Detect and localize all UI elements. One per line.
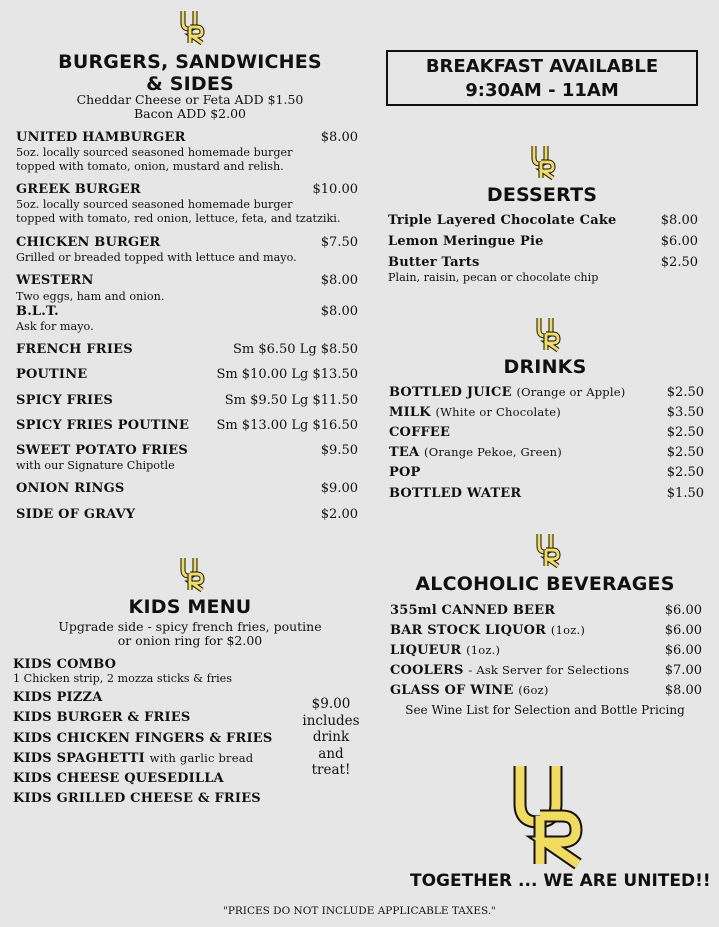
menu-item-name: SPICY FRIES POUTINE [16,418,190,433]
menu-item-name [389,405,561,420]
item-note: (1oz.) [550,623,586,637]
menu-item-price: $7.50 [320,235,358,250]
menu-item-price: $6.00 [664,623,702,638]
kids-price-line: $9.00 [311,696,351,712]
ur-logo-large-icon [510,760,590,870]
item-note: (6oz) [518,683,549,697]
menu-item-price: Sm $13.00 Lg $16.50 [216,418,358,433]
desc-line: topped with tomato, onion, mustard and relish. [16,160,284,173]
menu-item-name: COFFEE [389,425,451,440]
item-name: KIDS SPAGHETTI [13,751,145,766]
menu-item-name: Triple Layered Chocolate Cake [388,213,617,228]
item-name: BOTTLED JUICE [389,385,512,400]
menu-item-name [390,643,500,658]
kids-item-name: KIDS CHICKEN FINGERS & FRIES [13,731,273,746]
menu-item-price: $2.50 [666,445,704,460]
alcohol-footnote: See Wine List for Selection and Bottle Pricing [405,703,685,717]
menu-item-desc [16,198,340,226]
menu-item-name: BOTTLED WATER [389,486,522,501]
menu-item-name: POP [389,465,421,480]
kids-price-note [296,696,366,779]
burgers-title-line1: BURGERS, SANDWICHES [58,51,322,73]
menu-item-name [390,683,549,698]
kids-price-line: drink [312,729,350,745]
menu-item-name: Lemon Meringue Pie [388,234,544,249]
menu-item-name: SPICY FRIES [16,393,114,408]
menu-item-name: SWEET POTATO FRIES [16,443,188,458]
desc-line: 5oz. locally sourced seasoned homemade burger [16,146,293,159]
kids-price-line: includes [302,712,360,729]
menu-item-price: $9.00 [320,481,358,496]
menu-item-price: Sm $10.00 Lg $13.50 [216,367,358,382]
menu-item-price: $8.00 [320,304,358,319]
menu-item-name: FRENCH FRIES [16,342,133,357]
item-name: GLASS OF WINE [390,683,514,698]
kids-item-name: KIDS BURGER & FRIES [13,710,191,725]
breakfast-line2: 9:30AM - 11AM [465,80,619,101]
menu-item-desc: Grilled or breaded topped with lettuce and mayo. [16,251,297,264]
menu-item-name: GREEK BURGER [16,182,141,197]
item-name: COOLERS [390,663,464,678]
menu-item-price: $8.00 [660,213,698,228]
drinks-title: DRINKS [503,356,587,378]
kids-price-line: treat! [311,762,351,778]
menu-item-price: $2.50 [666,465,704,480]
menu-item-price: $6.00 [660,234,698,249]
kids-item-name: KIDS COMBO [13,657,117,672]
kids-item-name: KIDS PIZZA [13,690,103,705]
kids-item-desc: 1 Chicken strip, 2 mozza sticks & fries [13,672,233,685]
kids-item-name [13,751,253,766]
menu-item-price: $2.50 [660,255,698,270]
menu-item-name: B.L.T. [16,304,59,319]
ur-logo-icon [531,144,559,180]
menu-item-price: $8.00 [320,273,358,288]
kids-upgrade-line1: Upgrade side - spicy french fries, poutine [58,619,322,634]
item-note: with garlic bread [149,751,254,765]
menu-item-price: $6.00 [664,603,702,618]
menu-item-price: $2.00 [320,507,358,522]
ur-logo-icon [180,556,208,592]
menu-item-price: $6.00 [664,643,702,658]
menu-item-name [390,623,585,638]
menu-item-desc: Plain, raisin, pecan or chocolate chip [388,271,599,284]
item-name: TEA [389,445,420,460]
menu-item-name [389,385,625,400]
menu-item-name: SIDE OF GRAVY [16,507,136,522]
menu-item-name: UNITED HAMBURGER [16,130,186,145]
item-name: BAR STOCK LIQUOR [390,623,547,638]
breakfast-box [386,50,698,106]
burgers-title [20,51,360,95]
menu-item-desc [16,146,292,174]
kids-item-name: KIDS GRILLED CHEESE & FRIES [13,791,261,806]
menu-item-desc: Two eggs, ham and onion. [16,290,165,303]
breakfast-line1: BREAKFAST AVAILABLE [425,56,659,77]
alcohol-title: ALCOHOLIC BEVERAGES [415,573,675,595]
addon-bacon: Bacon ADD $2.00 [133,106,247,121]
item-name: MILK [389,405,431,420]
menu-item-name [390,663,629,678]
item-name: LIQUEUR [390,643,462,658]
kids-upgrade-line2: or onion ring for $2.00 [117,633,263,648]
menu-item-desc: with our Signature Chipotle [16,459,175,472]
menu-item-name: WESTERN [16,273,94,288]
desserts-title: DESSERTS [486,184,598,206]
burgers-title-line2: & SIDES [146,73,234,95]
addon-cheese: Cheddar Cheese or Feta ADD $1.50 [76,92,304,107]
menu-item-name [389,445,562,460]
menu-item-name: 355ml CANNED BEER [390,603,556,618]
kids-price-line: and [318,745,344,762]
item-note: (1oz.) [466,643,501,657]
menu-item-desc: Ask for mayo. [16,320,94,333]
item-note: - Ask Server for Selections [468,663,630,677]
item-note: (Orange or Apple) [516,385,626,399]
desc-line: 5oz. locally sourced seasoned homemade burger [16,198,293,211]
menu-item-price: $3.50 [666,405,704,420]
kids-title: KIDS MENU [128,596,252,618]
menu-item-name: Butter Tarts [388,255,480,270]
menu-item-price: $2.50 [666,385,704,400]
menu-item-name: POUTINE [16,367,88,382]
item-note: (Orange Pekoe, Green) [424,445,562,459]
menu-item-price: $10.00 [312,182,358,197]
ur-logo-icon [180,9,208,45]
menu-item-price: $9.50 [320,443,358,458]
burgers-addons [20,93,360,121]
menu-item-price: $1.50 [666,486,704,501]
menu-item-price: Sm $6.50 Lg $8.50 [232,342,358,357]
kids-item-name: KIDS CHEESE QUESEDILLA [13,771,224,786]
tagline: TOGETHER ... WE ARE UNITED!! [410,871,711,891]
menu-item-price: $2.50 [666,425,704,440]
menu-item-price: Sm $9.50 Lg $11.50 [224,393,358,408]
ur-logo-icon [536,316,564,352]
item-note: (White or Chocolate) [435,405,561,419]
menu-item-price: $7.00 [664,663,702,678]
ur-logo-icon [536,532,564,568]
menu-item-name: ONION RINGS [16,481,125,496]
menu-item-price: $8.00 [664,683,702,698]
kids-upgrade-note [20,620,360,648]
desc-line: topped with tomato, red onion, lettuce, feta, and tzatziki. [16,212,341,225]
menu-item-price: $8.00 [320,130,358,145]
menu-item-name: CHICKEN BURGER [16,235,161,250]
tax-disclaimer: "PRICES DO NOT INCLUDE APPLICABLE TAXES." [223,905,496,917]
